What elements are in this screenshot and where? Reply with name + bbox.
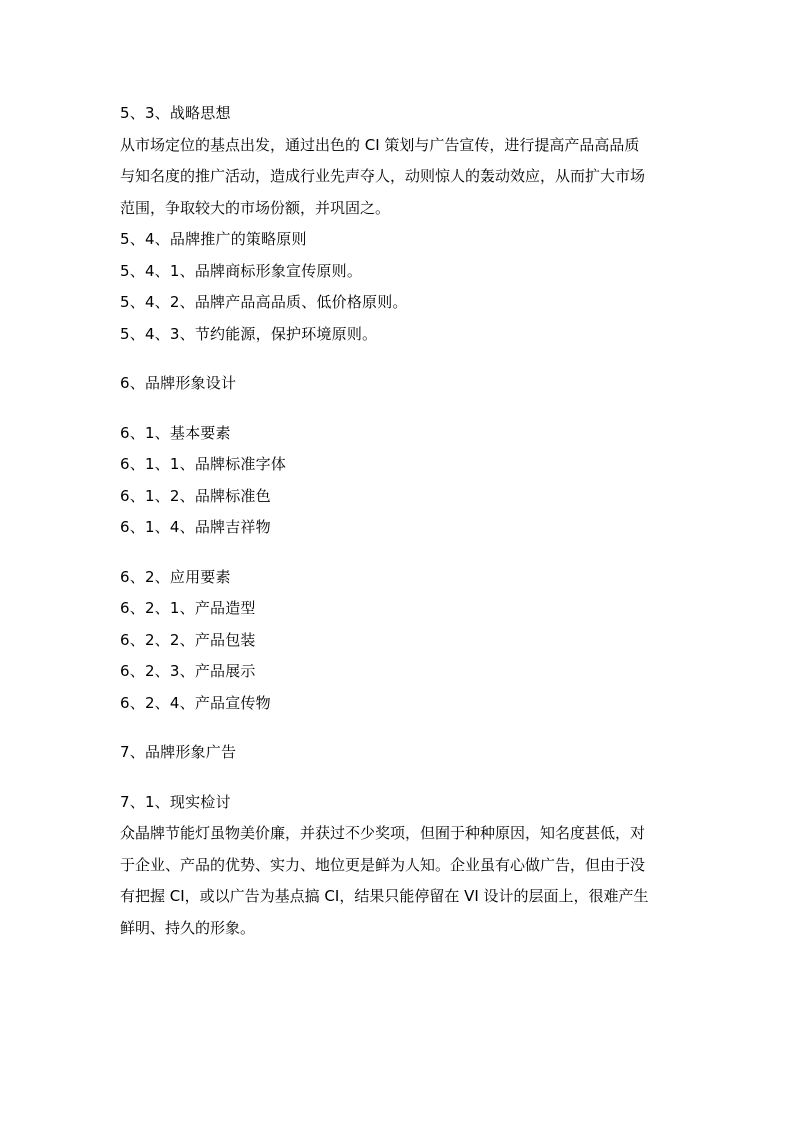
list-item-5-4-2: 5、4、2、品牌产品高品质、低价格原则。 — [120, 293, 408, 311]
paragraph-strategy — [120, 130, 680, 225]
section-heading-7-1: 7、1、现实检讨 — [120, 792, 231, 811]
paragraph-line: 鲜明、持久的形象。 — [120, 918, 256, 937]
list-item-5-4-1: 5、4、1、品牌商标形象宣传原则。 — [120, 261, 363, 280]
list-item-6-2-2: 6、2、2、产品包装 — [120, 630, 256, 649]
section-heading-6-2: 6、2、应用要素 — [120, 567, 231, 586]
paragraph-line: 有把握 CI，或以广告为基点搞 CI，结果只能停留在 VI 设计的层面上，很难产生 — [120, 887, 649, 905]
spacer — [120, 350, 680, 368]
spacer — [120, 769, 680, 787]
paragraph-line: 与知名度的推广活动，造成行业先声夺人，动则惊人的轰动效应，从而扩大市场 — [120, 167, 646, 185]
paragraph-line: 范围，争取较大的市场份额，并巩固之。 — [120, 198, 391, 217]
spacer — [120, 544, 680, 562]
section-heading-7: 7、品牌形象广告 — [120, 743, 237, 761]
spacer — [120, 719, 680, 737]
section-heading-5-3: 5、3、战略思想 — [120, 104, 231, 122]
list-item-6-2-1: 6、2、1、产品造型 — [120, 599, 256, 617]
paragraph-line: 从市场定位的基点出发，通过出色的 CI 策划与广告宣传，进行提高产品高品质 — [120, 135, 640, 154]
list-item-5-4-3: 5、4、3、节约能源，保护环境原则。 — [120, 324, 378, 343]
spacer — [120, 400, 680, 418]
list-item-6-1-4: 6、1、4、品牌吉祥物 — [120, 518, 271, 536]
list-item-6-1-2: 6、1、2、品牌标准色 — [120, 486, 271, 505]
paragraph-line: 众晶牌节能灯虽物美价廉，并获过不少奖项，但囿于种种原因，知名度甚低，对 — [120, 824, 646, 842]
paragraph-review — [120, 818, 680, 944]
section-heading-6-1: 6、1、基本要素 — [120, 423, 231, 442]
section-heading-6: 6、品牌形象设计 — [120, 374, 237, 392]
document-body — [120, 98, 680, 944]
paragraph-line: 于企业、产品的优势、实力、地位更是鲜为人知。企业虽有心做广告，但由于没 — [120, 855, 646, 874]
list-item-6-2-3: 6、2、3、产品展示 — [120, 662, 256, 680]
section-heading-5-4: 5、4、品牌推广的策略原则 — [120, 230, 307, 248]
list-item-6-1-1: 6、1、1、品牌标准字体 — [120, 455, 287, 473]
list-item-6-2-4: 6、2、4、产品宣传物 — [120, 693, 271, 712]
